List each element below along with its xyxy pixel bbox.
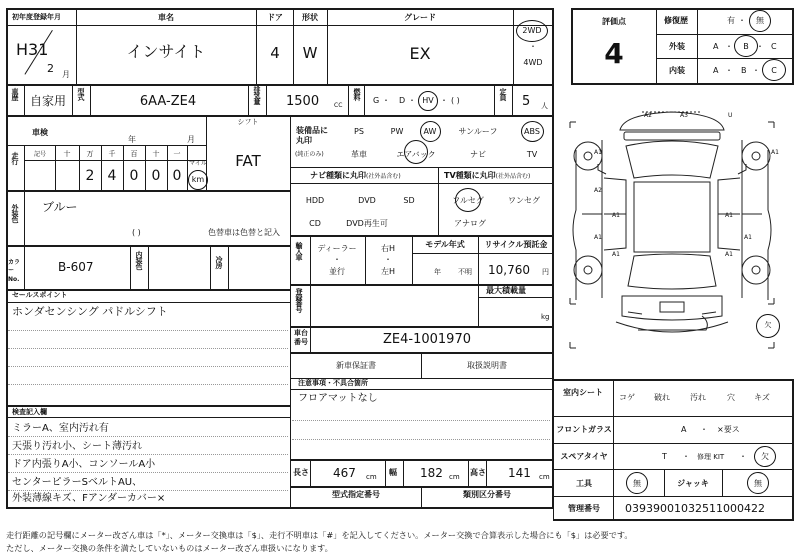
docs-warranty: 新車保証書	[336, 361, 376, 370]
mark-a2-front: A2	[644, 112, 652, 119]
seat-burn: コゲ	[619, 393, 635, 402]
tv-fullseg: フルセグ	[452, 196, 484, 205]
navi-dvd: DVD	[358, 196, 376, 205]
interior-b: B	[741, 66, 747, 75]
glass-a: A	[681, 425, 687, 434]
navi-label	[310, 172, 401, 180]
shaken-month: 月	[187, 135, 195, 144]
equipment-sublabel: (純正のみ)	[295, 151, 324, 158]
interior-a: A	[713, 66, 719, 75]
import-right-h: 右H	[380, 244, 396, 253]
navi-cd: CD	[309, 219, 321, 228]
mark-a1-rear-l: A1	[612, 251, 620, 258]
person-unit: 人	[541, 102, 548, 110]
registration-label: 登録番号	[295, 288, 303, 312]
body-type-label: 車歴	[11, 88, 19, 100]
exterior-c: C	[771, 42, 777, 51]
aircon-label: 冷房	[215, 256, 223, 268]
grade-label: グレード	[404, 13, 436, 22]
equipment-label: 装備品に丸印	[296, 126, 328, 146]
mark-a3-front: A3	[680, 112, 688, 119]
doors: 4	[270, 44, 280, 62]
footer-line-2: ただし、メーター交換の条件を満たしていないものはメーター改ざん車扱いになります。	[6, 543, 333, 553]
repair-label: 修復歴	[664, 16, 688, 25]
mileage-digit-5: 0	[172, 168, 182, 184]
model-year-unknown: 不明	[458, 268, 472, 276]
seat-tear: 破れ	[654, 393, 670, 402]
color-label: 外装色	[11, 204, 19, 222]
mileage-digit-4: 0	[151, 168, 161, 184]
unit-1: 一	[173, 150, 181, 158]
shaken-label: 車検	[32, 128, 48, 137]
glass-dot: ・	[700, 425, 708, 434]
control-value: 03939001032511000422	[625, 502, 765, 515]
inspector-line-2: 天張り汚れ小、シート薄汚れ	[12, 441, 142, 452]
glass-label: フロントガラス	[556, 425, 612, 434]
unit-mile: マイル	[189, 160, 207, 167]
tv-label	[444, 172, 530, 180]
import-dot1: ・	[333, 255, 341, 264]
chassis-label: 車台番号	[294, 329, 308, 347]
unit-100: 百	[130, 150, 138, 158]
exterior-b: B	[743, 42, 749, 51]
mileage-digit-2: 4	[107, 168, 117, 184]
km-unit: km	[191, 175, 205, 184]
inspector-label: 検査記入欄	[12, 408, 47, 416]
shift: FAT	[235, 152, 261, 170]
mark-a1-fr: A1	[771, 149, 779, 156]
footer-line-1: 走行距離の記号欄にメーター改ざん車は「*」、メーター交換車は「$」、走行不明車は「#」を記入してください。メーター交換で合算表示した場合にも「$」は必要です。	[6, 530, 633, 540]
first-reg-label: 初年度登録年月	[12, 13, 61, 21]
control-label: 管理番号	[568, 504, 600, 513]
fuel-paren: ( )	[451, 96, 460, 105]
width-label: 幅	[389, 468, 397, 477]
exterior-a: A	[713, 42, 719, 51]
navi-dvd-play: DVD再生可	[346, 219, 388, 228]
mileage-digit-3: 0	[129, 168, 139, 184]
tools-label: 工具	[576, 479, 592, 488]
tv-label-main: TV種類に丸印	[444, 171, 496, 180]
model-label: 型式	[77, 88, 85, 100]
length-label: 長さ	[293, 468, 309, 477]
interior-color-label: 内装色	[135, 251, 143, 269]
unit-10: 十	[152, 150, 160, 158]
chassis-value: ZE4-1001970	[383, 332, 471, 347]
seat-scratch: キズ	[754, 393, 770, 402]
fuel-dot3: ・	[440, 96, 448, 105]
color-note: 色替車は色替と記入	[208, 228, 280, 237]
equip-sunroof: サンルーフ	[458, 127, 498, 136]
navi-label-main: ナビ種類に丸印	[310, 171, 366, 180]
interior-dot1: ・	[725, 66, 733, 75]
import-left-h: 左H	[380, 267, 396, 276]
spare-label: スペアタイヤ	[560, 452, 608, 461]
spare-dot2: ・	[739, 452, 747, 461]
shape: W	[302, 44, 318, 62]
shape-label: 形状	[302, 13, 318, 22]
seat-stain: 汚れ	[690, 393, 706, 402]
fuel-dot1: ・	[382, 96, 390, 105]
first-reg-era: H31	[16, 40, 49, 59]
glass-x: ×要ス	[717, 425, 740, 434]
shift-label: シフト	[237, 118, 259, 126]
color-paren: ( )	[132, 228, 141, 237]
import-label: 輸入車	[295, 242, 303, 260]
mark-a1-door-r: A1	[725, 212, 733, 219]
mark-a1-side-l: A1	[594, 234, 602, 241]
score-value: 4	[604, 37, 624, 70]
recycle-value: 10,760	[488, 263, 530, 277]
capacity: 5	[522, 94, 531, 109]
spare-t: T	[662, 452, 667, 461]
grade: EX	[409, 44, 431, 63]
unit-1k: 千	[108, 150, 116, 158]
mileage-label: 走行	[11, 152, 19, 164]
shaken-year: 年	[128, 135, 136, 144]
seat-hole: 穴	[727, 393, 735, 402]
mark-a1-door-l: A1	[612, 212, 620, 219]
fuel-hv: HV	[422, 96, 434, 105]
fuel-d: D	[399, 96, 406, 105]
width-unit: cm	[449, 473, 460, 481]
color-value: ブルー	[42, 200, 78, 214]
equip-navi: ナビ	[470, 150, 486, 159]
import-dealer: ディーラー	[317, 244, 357, 253]
tools-value: 無	[633, 479, 641, 488]
type-designation-label: 型式指定番号	[332, 490, 380, 499]
interior-label: 内装	[669, 66, 685, 75]
tv-analog: アナログ	[454, 219, 486, 228]
docs-manual: 取扱説明書	[467, 361, 507, 370]
month-unit: 月	[62, 70, 70, 79]
navi-sd: SD	[403, 196, 415, 205]
drive-dot: ・	[529, 42, 537, 51]
navi-hdd: HDD	[305, 196, 325, 205]
length-value: 467	[333, 466, 356, 480]
inspector-line-5: 外装薄線キズ、Fアンダーカバー×	[12, 493, 166, 504]
mark-a1-rear-r: A1	[725, 251, 733, 258]
mark-a2-side: A2	[594, 187, 602, 194]
jack-value: 無	[754, 479, 762, 488]
max-load-label: 最大積載量	[486, 286, 526, 295]
import-dot2: ・	[384, 255, 392, 264]
interior-c: C	[771, 66, 777, 75]
equip-aw: AW	[423, 127, 437, 136]
mark-a1-fl: A1	[594, 149, 602, 156]
record-label: 記号	[33, 151, 47, 158]
sales-points-label: セールスポイント	[12, 291, 68, 299]
cc-unit: CC	[334, 102, 343, 109]
height-unit: cm	[539, 473, 550, 481]
first-reg-month: 2	[47, 62, 54, 75]
unit-10k-tens: 十	[63, 150, 71, 158]
spare-dot1: ・	[682, 452, 690, 461]
equip-leather: 革車	[351, 150, 367, 159]
interior-dot2: ・	[752, 66, 760, 75]
displacement: 1500	[286, 94, 320, 109]
equip-ps: PS	[354, 127, 364, 136]
height-label: 高さ	[470, 468, 486, 477]
model-year-label: モデル年式	[425, 240, 465, 249]
width-value: 182	[420, 466, 443, 480]
score-label: 評価点	[602, 17, 626, 26]
model-year-unit: 年	[434, 268, 441, 276]
class-number-label: 類別区分番号	[463, 490, 511, 499]
max-load-kg: kg	[541, 313, 550, 321]
inspector-line-4: センターピラーSベルトAU、	[12, 477, 143, 488]
drive-4wd: 4WD	[523, 58, 543, 67]
color-code: B-607	[58, 260, 94, 274]
fuel-label: 燃料	[353, 88, 361, 100]
repair-none: 無	[756, 16, 764, 25]
car-name-label: 車名	[158, 13, 174, 22]
model: 6AA-ZE4	[139, 94, 197, 109]
recycle-yen: 円	[542, 268, 549, 276]
mark-missing: 欠	[764, 321, 772, 329]
spare-none: 欠	[761, 452, 769, 461]
navi-label-small: (社外品含む)	[366, 173, 401, 180]
length-unit: cm	[366, 473, 377, 481]
recycle-label: リサイクル預託金	[484, 240, 548, 249]
mark-a1-side-r: A1	[744, 234, 752, 241]
fuel-dot2: ・	[408, 96, 416, 105]
exterior-label: 外装	[669, 42, 685, 51]
import-parallel: 並行	[329, 267, 345, 276]
sales-points-text: ホンダセンシング パドルシフト	[12, 305, 168, 318]
jack-label: ジャッキ	[677, 479, 709, 488]
inspector-line-3: ドア内張りA小、コンソールA小	[12, 459, 156, 470]
color-code-label: カラーNo.	[8, 259, 21, 283]
height-value: 141	[508, 466, 531, 480]
capacity-label: 定員	[499, 88, 507, 100]
repair-dot: ・	[738, 16, 746, 25]
fuel-g: G	[373, 96, 380, 105]
body-type: 自家用	[30, 94, 67, 108]
door-label: ドア	[267, 13, 283, 22]
equip-tv: TV	[526, 150, 538, 159]
exterior-dot1: ・	[725, 42, 733, 51]
notes-text: フロアマットなし	[298, 393, 378, 404]
notes-label: 注意事項・不具合箇所	[298, 379, 368, 387]
exterior-dot2: ・	[756, 42, 764, 51]
car-name: インサイト	[126, 42, 206, 61]
equip-abs: ABS	[524, 127, 540, 136]
mileage-digit-1: 2	[85, 168, 95, 184]
drive-2wd: 2WD	[522, 26, 542, 35]
inspector-line-1: ミラーA、室内汚れ有	[12, 423, 109, 434]
equip-pw: PW	[390, 127, 404, 136]
equip-airbag: エアバック	[396, 150, 436, 159]
mark-u: U	[728, 112, 733, 119]
repair-have: 有	[727, 16, 735, 25]
seat-label: 室内シート	[563, 388, 603, 397]
tv-oneseg: ワンセグ	[508, 196, 540, 205]
displacement-label: 排気量	[253, 86, 261, 104]
unit-10k: 万	[86, 150, 94, 158]
tv-label-small: (社外品含む)	[495, 173, 531, 180]
spare-kit: 修理 KIT	[697, 453, 725, 461]
